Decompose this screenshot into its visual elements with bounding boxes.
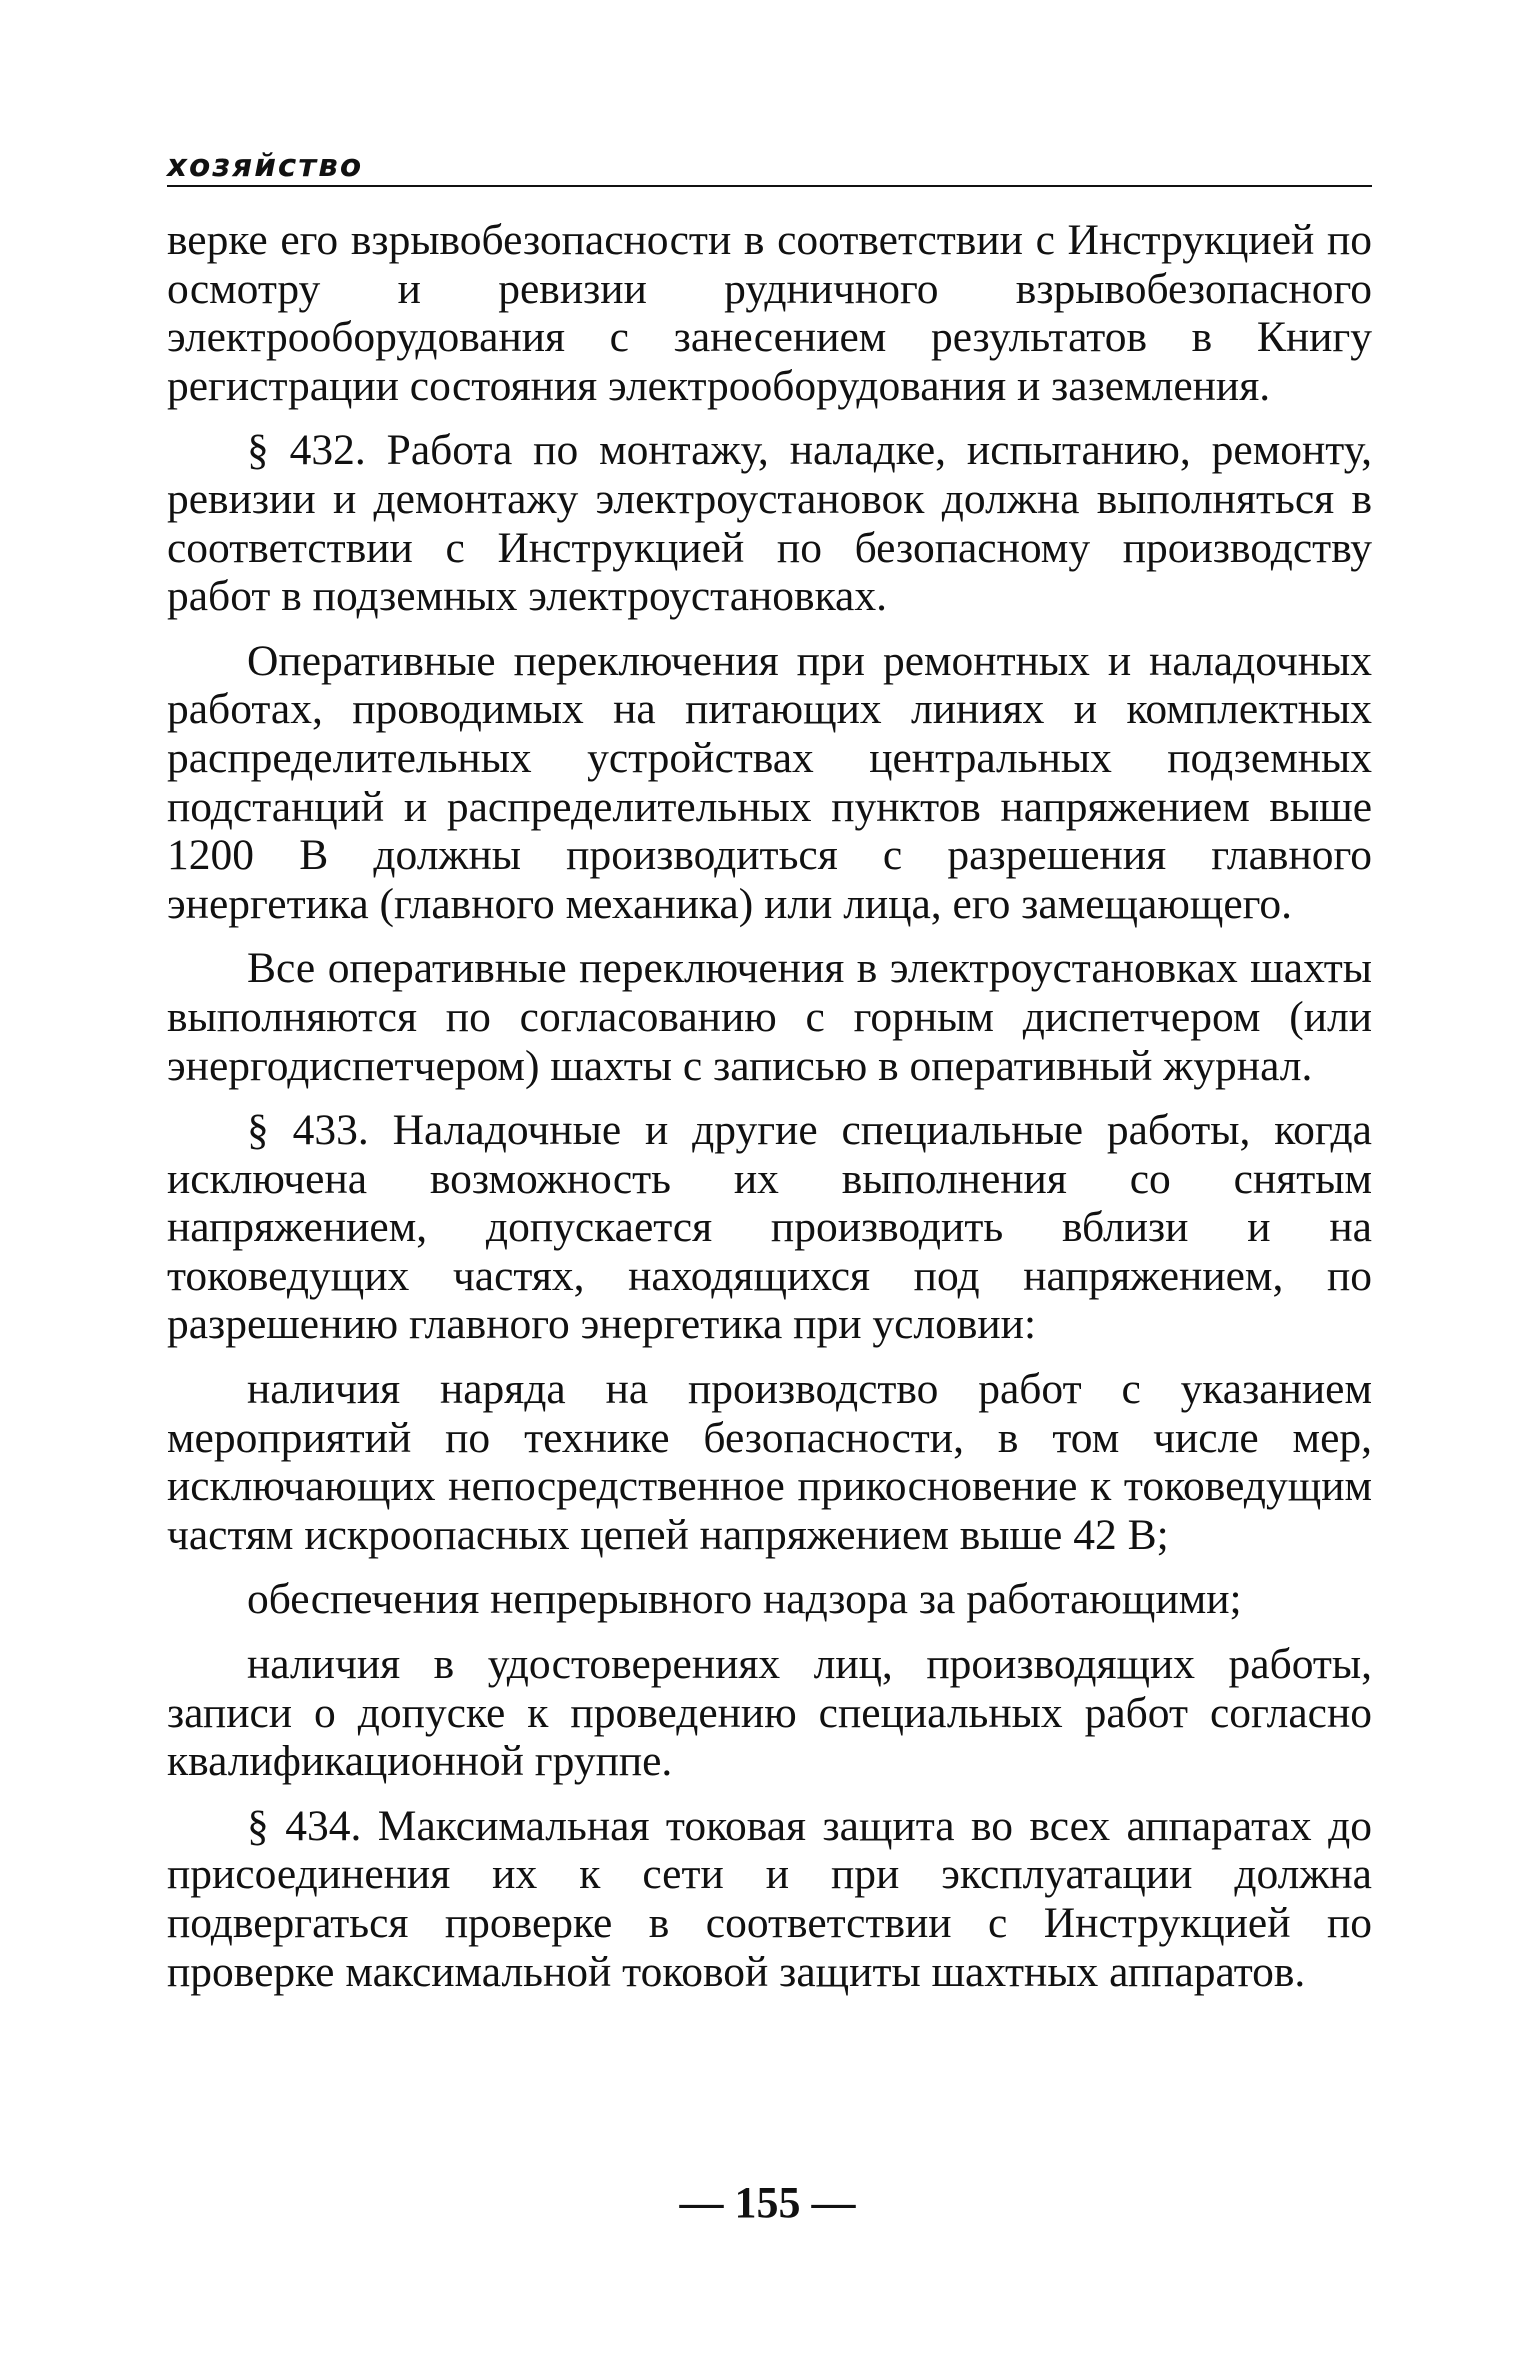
paragraph-continuation: верке его взрывобезопасности в соответствии с Инструкцией по осмотру и ревизии рудничного взрывобезопасного электрооборудования с занесением результатов в Книгу регистрации состояния электрооборудования и заземления. bbox=[167, 216, 1372, 410]
paragraph-section-432: § 432. Работа по монтажу, наладке, испытанию, ремонту, ревизии и демонтажу электроустановок должна выполняться в соответствии с Инструкцией по безопасному производству работ в подземных электроустановках. bbox=[167, 426, 1372, 621]
paragraph-condition-certificates: наличия в удостоверениях лиц, производящих работы, записи о допуске к проведению специальных работ согласно квалификационной группе. bbox=[167, 1640, 1372, 1786]
paragraph-operative-switching: Оперативные переключения при ремонтных и наладочных работах, проводимых на питающих линиях и комплектных распределительных устройствах центральных подземных подстанций и распределительных пунктов напряжением выше 1200 В должны производиться с разрешения главного энергетика (главного механика) или лица, его замещающего. bbox=[167, 636, 1372, 928]
paragraph-all-switching: Все оперативные переключения в электроустановках шахты выполняются по согласованию с горным диспетчером (или энергодиспетчером) шахты с записью в оперативный журнал. bbox=[167, 944, 1372, 1090]
paragraph-condition-permit: наличия наряда на производство работ с указанием мероприятий по технике безопасности, в том числе мер, исключающих непосредственное прикосновение к токоведущим частям искроопасных цепей напряжением выше 42 В; bbox=[167, 1365, 1372, 1559]
paragraph-condition-supervision: обеспечения непрерывного надзора за работающими; bbox=[247, 1575, 1242, 1624]
page-number: — 155 — bbox=[679, 2178, 856, 2227]
running-header bbox=[167, 148, 1372, 187]
running-header-title: хозяйство bbox=[167, 148, 364, 184]
paragraph-section-434: § 434. Максимальная токовая защита во всех аппаратах до присоединения их к сети и при эксплуатации должна подвергаться проверке в соответствии с Инструкцией по проверке максимальной токовой защиты шахтных аппаратов. bbox=[167, 1801, 1372, 1996]
body-text bbox=[167, 216, 1372, 1996]
paragraph-section-433: § 433. Наладочные и другие специальные работы, когда исключена возможность их выполнения со снятым напряжением, допускается производить вблизи и на токоведущих частях, находящихся под напряжением, по разрешению главного энергетика при условии: bbox=[167, 1106, 1372, 1349]
